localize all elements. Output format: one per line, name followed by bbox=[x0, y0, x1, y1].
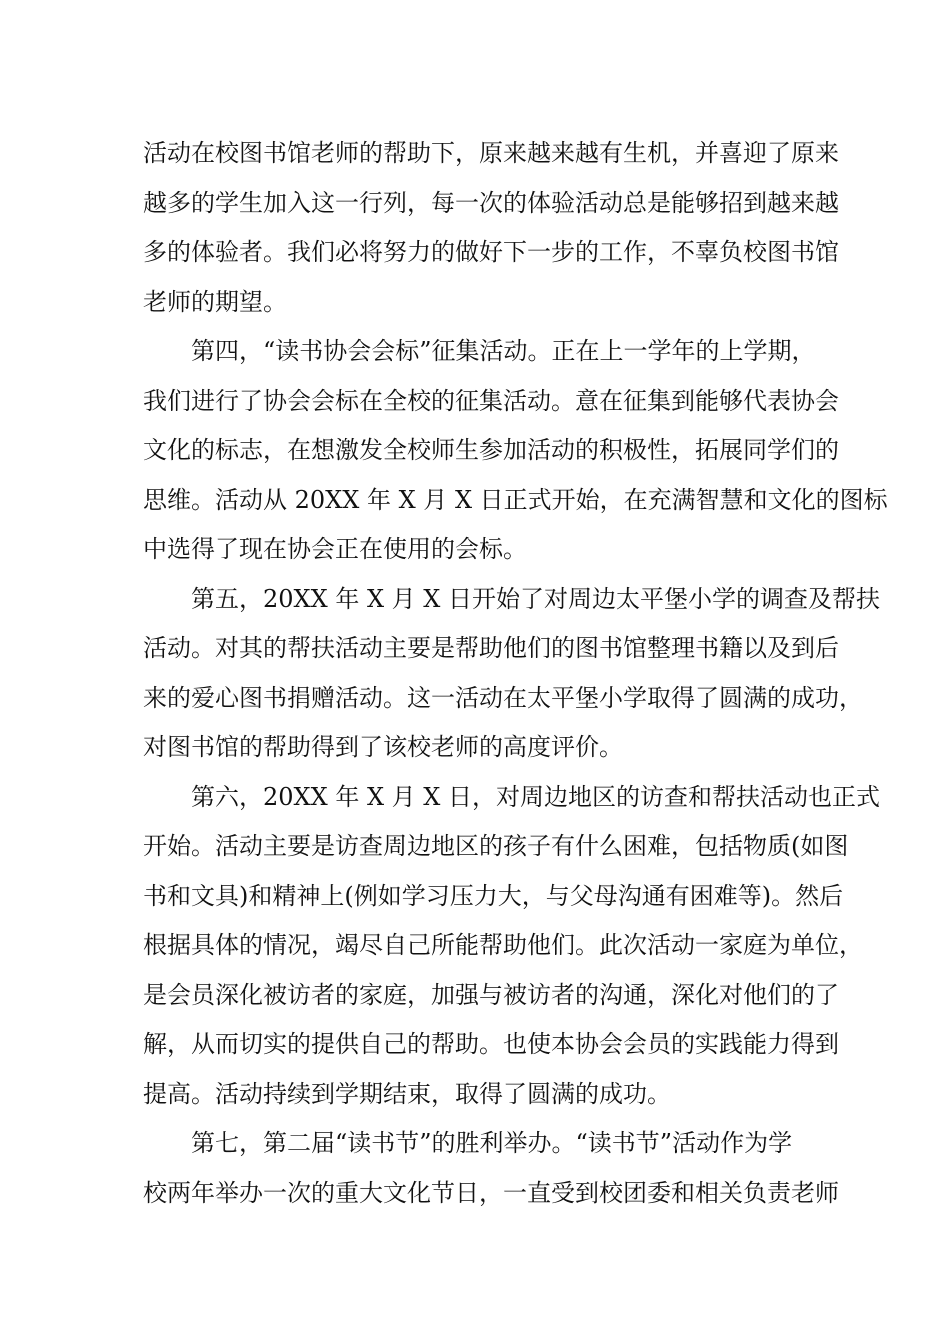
text-line: 活动。对其的帮扶活动主要是帮助他们的图书馆整理书籍以及到后 bbox=[143, 634, 839, 662]
text-line: 老师的期望。 bbox=[143, 287, 287, 316]
text-line: 思维。活动从 20XX 年 X 月 X 日正式开始，在充满智慧和文化的图标 bbox=[143, 485, 888, 514]
paragraph-3 bbox=[143, 575, 881, 773]
text-line: 越多的学生加入这一行列，每一次的体验活动总是能够招到越来越 bbox=[143, 188, 839, 217]
text-line: 根据具体的情况，竭尽自己所能帮助他们。此次活动一家庭为单位， bbox=[143, 931, 863, 959]
paragraph-1 bbox=[143, 129, 839, 327]
text-line: 是会员深化被访者的家庭，加强与被访者的沟通，深化对他们的了 bbox=[143, 980, 839, 1009]
text-line: 活动在校图书馆老师的帮助下，原来越来越有生机，并喜迎了原来 bbox=[143, 139, 839, 167]
text-line: 中选得了现在协会正在使用的会标。 bbox=[143, 535, 527, 563]
text-line: 第七，第二届“读书节”的胜利举办。“读书节”活动作为学 bbox=[191, 1129, 793, 1157]
text-line: 文化的标志，在想激发全校师生参加活动的积极性，拓展同学们的 bbox=[143, 436, 839, 464]
text-line: 第四，“读书协会会标”征集活动。正在上一学年的上学期， bbox=[191, 337, 816, 365]
text-line: 校两年举办一次的重大文化节日，一直受到校团委和相关负责老师 bbox=[143, 1178, 839, 1207]
paragraph-4 bbox=[143, 773, 881, 1120]
text-line: 书和文具)和精神上(例如学习压力大，与父母沟通有困难等)。然后 bbox=[143, 881, 844, 910]
text-line: 第六，20XX 年 X 月 X 日，对周边地区的访查和帮扶活动也正式 bbox=[191, 782, 881, 811]
text-line: 第五，20XX 年 X 月 X 日开始了对周边太平堡小学的调查及帮扶 bbox=[191, 584, 881, 613]
text-line: 提高。活动持续到学期结束，取得了圆满的成功。 bbox=[143, 1079, 671, 1108]
text-line: 我们进行了协会会标在全校的征集活动。意在征集到能够代表协会 bbox=[143, 386, 839, 415]
text-line: 多的体验者。我们必将努力的做好下一步的工作，不辜负校图书馆 bbox=[143, 238, 839, 266]
text-line: 开始。活动主要是访查周边地区的孩子有什么困难，包括物质(如图 bbox=[143, 832, 849, 860]
document-body bbox=[143, 129, 888, 1218]
paragraph-5 bbox=[143, 1119, 839, 1218]
paragraph-2 bbox=[143, 327, 888, 575]
text-line: 对图书馆的帮助得到了该校老师的高度评价。 bbox=[143, 733, 623, 761]
text-line: 解，从而切实的提供自己的帮助。也使本协会会员的实践能力得到 bbox=[143, 1030, 839, 1058]
text-line: 来的爱心图书捐赠活动。这一活动在太平堡小学取得了圆满的成功， bbox=[143, 683, 863, 712]
